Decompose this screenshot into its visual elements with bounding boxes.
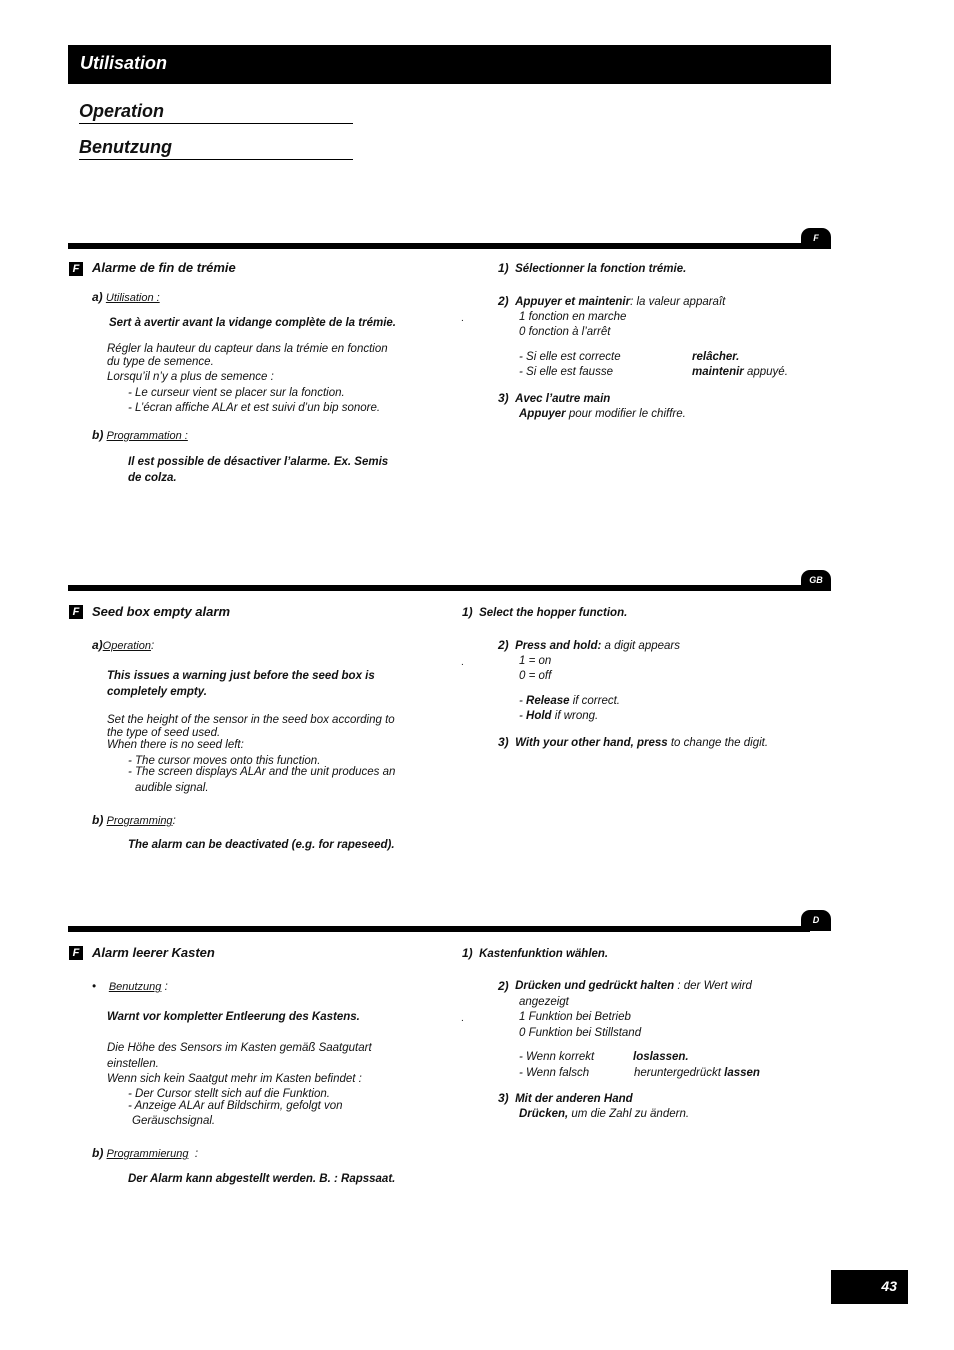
fr-step-2-result-2: maintenir appuyé. <box>692 366 788 378</box>
de-step-1: 1) Kastenfunktion wählen. <box>462 946 609 960</box>
gb-a-dash-2: - The screen displays ALAr and the unit produces an <box>128 766 396 778</box>
lang-tab-fr: F <box>801 228 831 249</box>
fr-a-heading: a) Utilisation : <box>92 290 160 304</box>
gb-a-heading: a)Operation: <box>92 638 155 652</box>
de-a-heading: • Benutzung : <box>92 981 168 993</box>
fr-step-1: 1) Sélectionner la fonction trémie. <box>498 261 687 275</box>
section-heading-de: Alarm leerer Kasten <box>92 945 215 960</box>
gb-step-2: 2) Press and hold: a digit appears <box>498 638 680 652</box>
gb-a-text-2: the type of seed used. <box>107 727 221 739</box>
fr-b-heading: b) Programmation : <box>92 428 188 442</box>
de-b-heading: b) Programmierung : <box>92 1146 199 1160</box>
fr-b-text-2: de colza. <box>128 472 177 484</box>
fr-a-summary: Sert à avertir avant la vidange complète de la trémie. <box>109 317 396 329</box>
subtitle-benutzung: Benutzung <box>79 137 353 160</box>
de-a-text-2: einstellen. <box>107 1058 159 1070</box>
gb-b-text: The alarm can be deactivated (e.g. for rapeseed). <box>128 839 395 851</box>
de-step-2-cond-2: - Wenn falsch <box>519 1067 590 1079</box>
de-step-3: 3) Mit der anderen Hand <box>498 1091 633 1105</box>
fr-step-2: 2) Appuyer et maintenir: la valeur apparaît <box>498 294 726 308</box>
fr-a-text-2: du type de semence. <box>107 356 214 368</box>
section-rule-de <box>68 926 810 932</box>
page-title: Utilisation <box>80 53 168 73</box>
de-a-text-1: Die Höhe des Sensors im Kasten gemäß Saatgutart <box>107 1042 372 1054</box>
de-step-2-line-1: 1 Funktion bei Betrieb <box>519 1011 631 1023</box>
fr-step-2-result-1: relâcher. <box>692 351 740 363</box>
lang-tab-gb: GB <box>801 570 831 591</box>
section-marker: F <box>69 946 83 960</box>
stray-dot: . <box>461 1013 464 1024</box>
fr-step-2-line-1: 1 fonction en marche <box>519 311 627 323</box>
section-heading-fr: Alarme de fin de trémie <box>92 260 236 275</box>
gb-a-summary-1: This issues a warning just before the seed box is <box>107 670 375 682</box>
gb-b-heading: b) Programming: <box>92 813 176 827</box>
de-step-2-result-2: heruntergedrückt lassen <box>634 1067 760 1079</box>
header-bar <box>68 45 831 84</box>
de-a-dash-3: Geräuschsignal. <box>132 1115 216 1127</box>
de-a-dash-2: - Anzeige ALAr auf Bildschirm, gefolgt von <box>128 1100 343 1112</box>
subtitle-operation: Operation <box>79 101 353 124</box>
gb-a-text-1: Set the height of the sensor in the seed box according to <box>107 714 395 726</box>
fr-a-text-1: Régler la hauteur du capteur dans la trémie en fonction <box>107 343 388 355</box>
gb-step-2-cond-2: - Hold if wrong. <box>519 710 599 722</box>
fr-step-3-line: Appuyer pour modifier le chiffre. <box>519 408 686 420</box>
de-a-summary: Warnt vor kompletter Entleerung des Kastens. <box>107 1011 360 1023</box>
gb-a-summary-2: completely empty. <box>107 686 207 698</box>
de-step-3-line: Drücken, um die Zahl zu ändern. <box>519 1108 690 1120</box>
section-rule-gb <box>68 585 810 591</box>
gb-step-2-line-1: 1 = on <box>519 655 552 667</box>
section-marker: F <box>69 605 83 619</box>
de-step-2-result-1: loslassen. <box>633 1051 689 1063</box>
gb-step-3: 3) With your other hand, press to change the digit. <box>498 735 769 749</box>
fr-a-dash-1: - Le curseur vient se placer sur la fonction. <box>128 387 345 399</box>
de-step-2-line-0: angezeigt <box>519 996 569 1008</box>
lang-tab-de: D <box>801 910 831 931</box>
stray-dot: . <box>461 657 464 668</box>
de-b-text: Der Alarm kann abgestellt werden. B. : Rapssaat. <box>128 1173 396 1185</box>
stray-dot: . <box>461 313 464 324</box>
fr-b-text-1: Il est possible de désactiver l’alarme. Ex. Semis <box>128 456 389 468</box>
page-number: 43 <box>881 1278 897 1294</box>
de-step-2: 2) Drücken und gedrückt halten : der Wert wird <box>498 979 752 993</box>
section-heading-gb: Seed box empty alarm <box>92 604 230 619</box>
fr-step-3: 3) Avec l’autre main <box>498 391 611 405</box>
de-step-2-line-2: 0 Funktion bei Stillstand <box>519 1027 642 1039</box>
fr-a-text-3: Lorsqu’il n’y a plus de semence : <box>107 371 274 383</box>
section-marker: F <box>69 262 83 276</box>
de-a-text-3: Wenn sich kein Saatgut mehr im Kasten befindet : <box>107 1073 362 1085</box>
de-step-2-cond-1: - Wenn korrekt <box>519 1051 595 1063</box>
de-a-dash-1: - Der Cursor stellt sich auf die Funktion. <box>128 1088 330 1100</box>
gb-a-dash-3: audible signal. <box>135 782 209 794</box>
gb-step-1: 1) Select the hopper function. <box>462 605 628 619</box>
section-rule-fr <box>68 243 810 249</box>
gb-a-text-3: When there is no seed left: <box>107 739 244 751</box>
fr-step-2-line-2: 0 fonction à l’arrêt <box>519 326 611 338</box>
gb-step-2-line-2: 0 = off <box>519 670 552 682</box>
page-number-box <box>831 1270 908 1304</box>
fr-step-2-cond-1: - Si elle est correcte <box>519 351 621 363</box>
fr-step-2-cond-2: - Si elle est fausse <box>519 366 613 378</box>
gb-step-2-cond-1: - Release if correct. <box>519 695 620 707</box>
gb-a-dash-1: - The cursor moves onto this function. <box>128 755 321 767</box>
fr-a-dash-2: - L’écran affiche ALAr et est suivi d’un bip sonore. <box>128 402 381 414</box>
